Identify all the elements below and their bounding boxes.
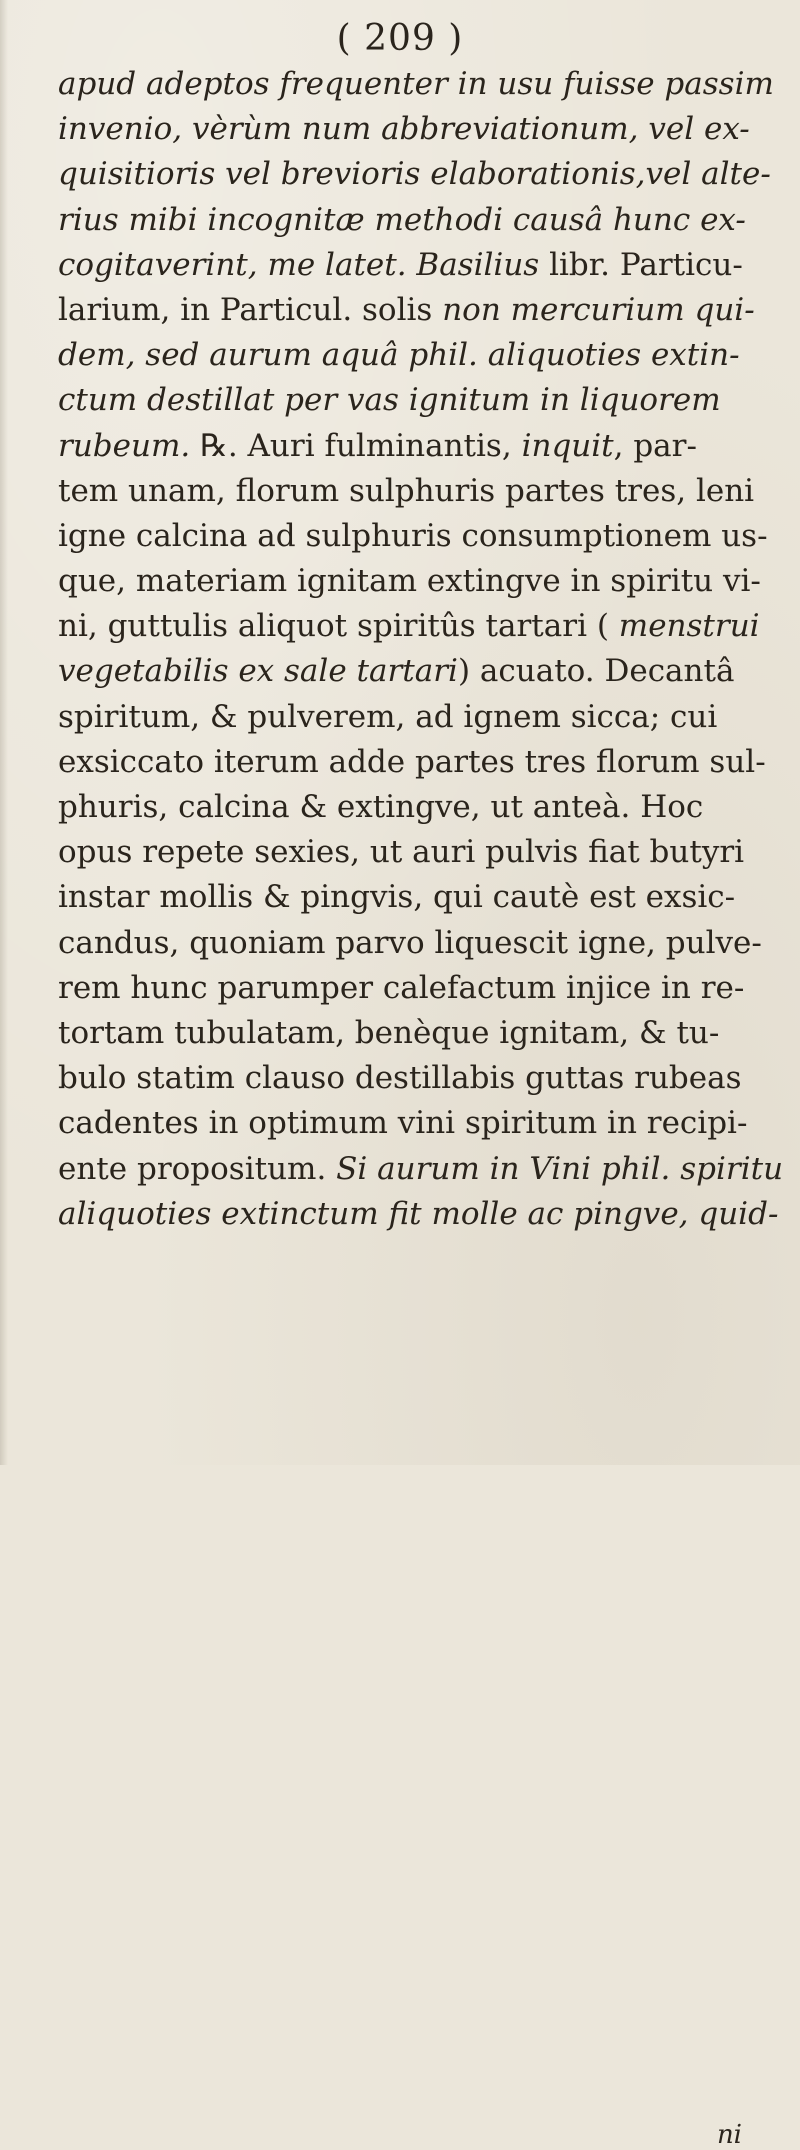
- text-line: [58, 107, 798, 152]
- text-line: [58, 604, 798, 649]
- roman-segment: ℞. Auri fulminantis,: [200, 427, 522, 464]
- text-line: [58, 559, 798, 604]
- text-line: [58, 1147, 798, 1192]
- text-line: [58, 740, 798, 785]
- roman-segment: libr. Particu-: [539, 246, 743, 283]
- italic-segment: menstrui: [618, 608, 760, 645]
- roman-segment: phuris, calcina & extingve, ut anteà. Hoc: [58, 789, 704, 825]
- text-line: [58, 1011, 798, 1056]
- page-edge-shadow: [0, 0, 8, 1465]
- italic-segment: aliquoties extinctum fit molle ac pingve, quid-: [58, 1195, 779, 1232]
- italic-segment: rubeum.: [58, 427, 201, 464]
- italic-segment: quisitioris vel brevioris elaborationis,vel alte-: [58, 156, 771, 193]
- italic-segment: Si aurum in Vini phil. spiritu: [336, 1150, 784, 1187]
- italic-segment: Basilius: [416, 246, 540, 283]
- italic-segment: inquit: [521, 427, 614, 464]
- italic-segment: vegetabilis ex sale tartari: [58, 653, 458, 690]
- text-line: [58, 966, 798, 1011]
- roman-segment: instar mollis & pingvis, qui cautè est exsic-: [58, 879, 736, 916]
- roman-segment: larium, in Particul. solis: [58, 291, 443, 328]
- body-text: [58, 62, 798, 1237]
- roman-segment: ente propositum.: [58, 1150, 337, 1187]
- roman-segment: exsiccato iterum adde partes tres florum sul-: [58, 743, 766, 780]
- roman-segment: tem unam, florum sulphuris partes tres, leni: [58, 472, 755, 509]
- roman-segment: opus repete sexies, ut auri pulvis fiat butyri: [58, 834, 745, 871]
- text-line: [58, 424, 798, 469]
- roman-segment: igne calcina ad sulphuris consumptionem us-: [58, 517, 768, 554]
- text-line: [58, 243, 798, 288]
- text-line: [58, 649, 798, 694]
- italic-segment: rius mibi incognitæ methodi causâ hunc ex-: [58, 201, 746, 238]
- roman-segment: , par-: [613, 427, 697, 464]
- catchword: ni: [716, 2120, 742, 2150]
- text-line: [58, 785, 798, 830]
- roman-segment: spiritum, & pulverem, ad ignem sicca; cui: [58, 698, 718, 735]
- italic-segment: cogitaverint, me latet.: [58, 246, 417, 283]
- text-line: [58, 469, 798, 514]
- text-line: [58, 1192, 798, 1237]
- italic-segment: ctum destillat per vas ignitum in liquorem: [58, 382, 721, 419]
- text-line: [58, 198, 798, 243]
- roman-segment: que, materiam ignitam extingve in spiritu vi-: [58, 563, 761, 600]
- text-line: [58, 1056, 798, 1101]
- text-line: [58, 62, 798, 107]
- text-line: [58, 875, 798, 920]
- text-line: [58, 152, 798, 197]
- text-line: [58, 333, 798, 378]
- italic-segment: dem, sed aurum aquâ phil. aliquoties extin-: [58, 337, 740, 374]
- italic-segment: non mercurium qui-: [442, 291, 755, 328]
- roman-segment: candus, quoniam parvo liquescit igne, pulve-: [58, 924, 762, 961]
- text-line: [58, 830, 798, 875]
- roman-segment: ni, guttulis aliquot spiritûs tartari (: [58, 608, 619, 645]
- page-number: ( 209 ): [336, 18, 464, 59]
- text-line: [58, 695, 798, 740]
- text-line: [58, 921, 798, 966]
- text-line: [58, 1101, 798, 1146]
- roman-segment: tortam tubulatam, benèque ignitam, & tu-: [58, 1014, 720, 1051]
- roman-segment: bulo statim clauso destillabis guttas rubeas: [58, 1060, 742, 1097]
- roman-segment: rem hunc parumper calefactum injice in re-: [58, 969, 745, 1006]
- text-line: [58, 288, 798, 333]
- italic-segment: invenio, vèrùm num abbreviationum, vel ex-: [58, 111, 750, 148]
- roman-segment: cadentes in optimum vini spiritum in recipi-: [58, 1105, 748, 1142]
- text-line: [58, 514, 798, 559]
- italic-segment: apud adeptos frequenter in usu fuisse passim: [58, 66, 774, 102]
- text-line: [58, 378, 798, 423]
- roman-segment: ) acuato. Decantâ: [457, 653, 735, 690]
